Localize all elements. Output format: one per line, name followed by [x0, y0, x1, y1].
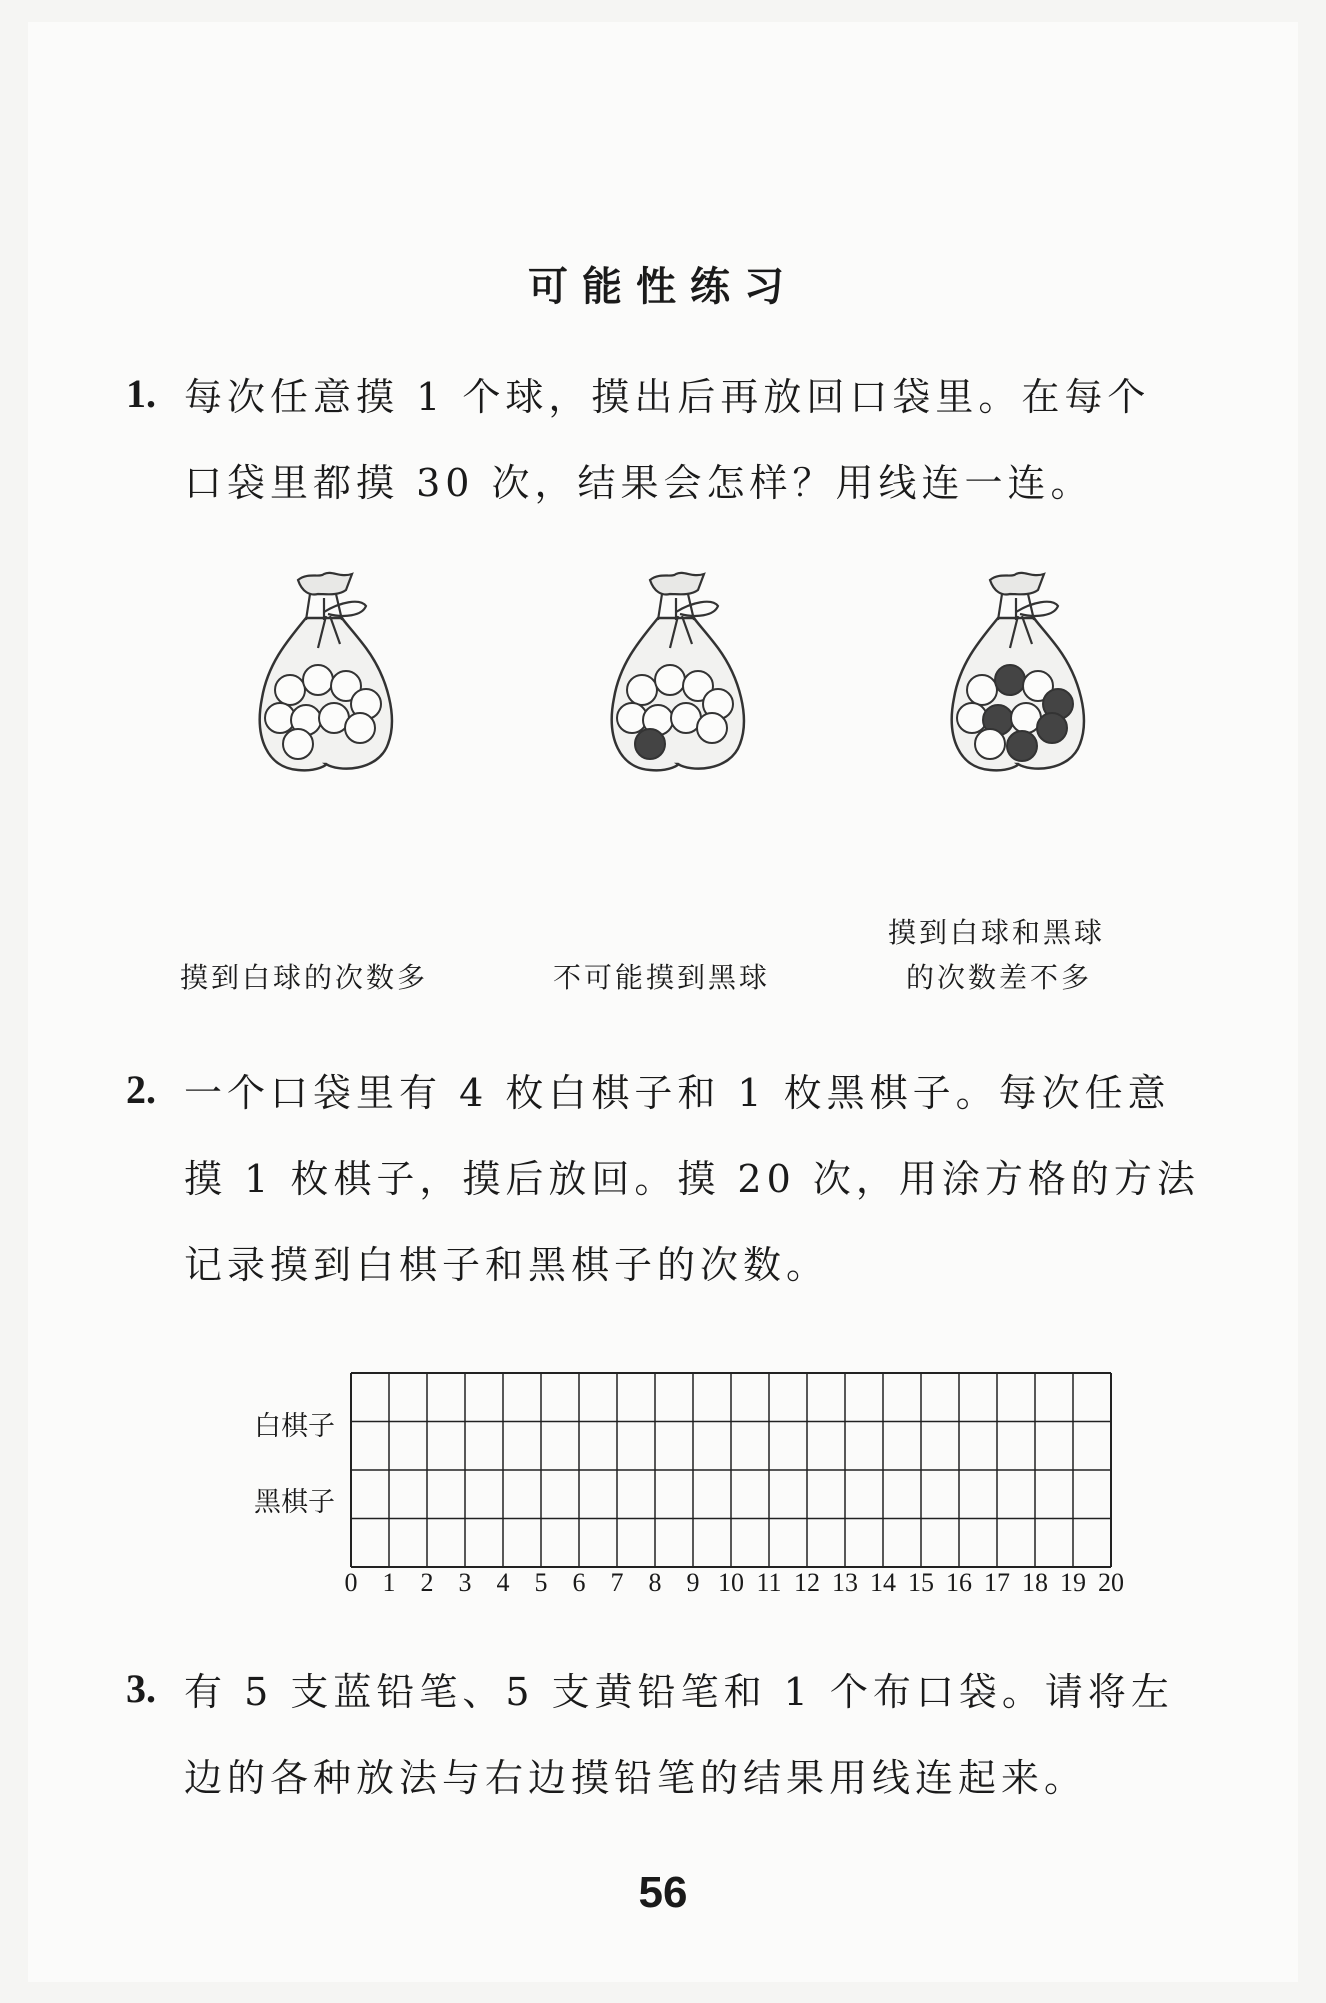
grid-tick-label: 20: [1098, 1568, 1124, 1597]
black-ball: [1007, 731, 1037, 761]
white-ball: [303, 665, 333, 695]
white-ball: [627, 675, 657, 705]
black-ball: [995, 665, 1025, 695]
grid-tick-label: 2: [420, 1568, 434, 1597]
white-ball: [697, 713, 727, 743]
q3-line-1: 有 5 支蓝铅笔、5 支黄铅笔和 1 个布口袋。请将左: [184, 1670, 1174, 1714]
q2-line-1: 一个口袋里有 4 枚白棋子和 1 枚黑棋子。每次任意: [184, 1071, 1171, 1115]
white-ball: [967, 675, 997, 705]
white-ball: [975, 729, 1005, 759]
bag-1-icon: [248, 568, 398, 778]
grid-tick-label: 18: [1022, 1568, 1048, 1597]
grid-tick-label: 1: [382, 1568, 396, 1597]
black-ball: [635, 729, 665, 759]
q1-line-1: 每次任意摸 1 个球，摸出后再放回口袋里。在每个: [184, 375, 1151, 419]
white-ball: [345, 713, 375, 743]
q1-number: 1.: [126, 371, 156, 416]
bag-3-icon: [940, 568, 1090, 778]
grid-tick-label: 12: [794, 1568, 820, 1597]
row-label-white: 白棋子: [254, 1411, 335, 1442]
grid-tick-label: 11: [756, 1568, 782, 1597]
grid-tick-label: 10: [718, 1568, 744, 1597]
grid-tick-label: 5: [534, 1568, 548, 1597]
grid-tick-label: 0: [344, 1568, 358, 1597]
grid-tick-label: 9: [686, 1568, 700, 1597]
q2-line-2: 摸 1 枚棋子，摸后放回。摸 20 次，用涂方格的方法: [184, 1157, 1200, 1201]
q2-number: 2.: [126, 1067, 156, 1112]
white-ball: [655, 665, 685, 695]
grid-tick-label: 6: [572, 1568, 586, 1597]
page-number: 56: [638, 1868, 688, 1917]
grid-tick-label: 16: [946, 1568, 972, 1597]
q1-line-2: 口袋里都摸 30 次，结果会怎样？用线连一连。: [184, 461, 1094, 505]
option-equal-line-2: 的次数差不多: [906, 961, 1093, 994]
grid-tick-label: 4: [496, 1568, 510, 1597]
q2-line-3: 记录摸到白棋子和黑棋子的次数。: [184, 1243, 830, 1287]
option-equal-line-1: 摸到白球和黑球: [888, 916, 1106, 949]
option-white-more: 摸到白球的次数多: [180, 961, 429, 994]
option-no-black: 不可能摸到黑球: [553, 961, 771, 994]
page-title: 可能性练习: [528, 264, 798, 310]
grid-axis-ticks: [344, 1568, 1124, 1602]
grid-tick-label: 7: [610, 1568, 624, 1597]
grid-tick-label: 19: [1060, 1568, 1086, 1597]
grid-tick-label: 13: [832, 1568, 858, 1597]
grid-tick-label: 14: [870, 1568, 896, 1597]
grid-tick-label: 15: [908, 1568, 934, 1597]
white-ball: [275, 675, 305, 705]
grid-tick-label: 8: [648, 1568, 662, 1597]
row-label-black: 黑棋子: [254, 1487, 335, 1518]
white-ball: [283, 729, 313, 759]
bag-2-icon: [600, 568, 750, 778]
grid-tick-label: 17: [984, 1568, 1010, 1597]
black-ball: [1037, 713, 1067, 743]
q3-number: 3.: [126, 1666, 156, 1711]
q3-line-2: 边的各种放法与右边摸铅笔的结果用线连起来。: [184, 1756, 1088, 1800]
grid-tick-label: 3: [458, 1568, 472, 1597]
